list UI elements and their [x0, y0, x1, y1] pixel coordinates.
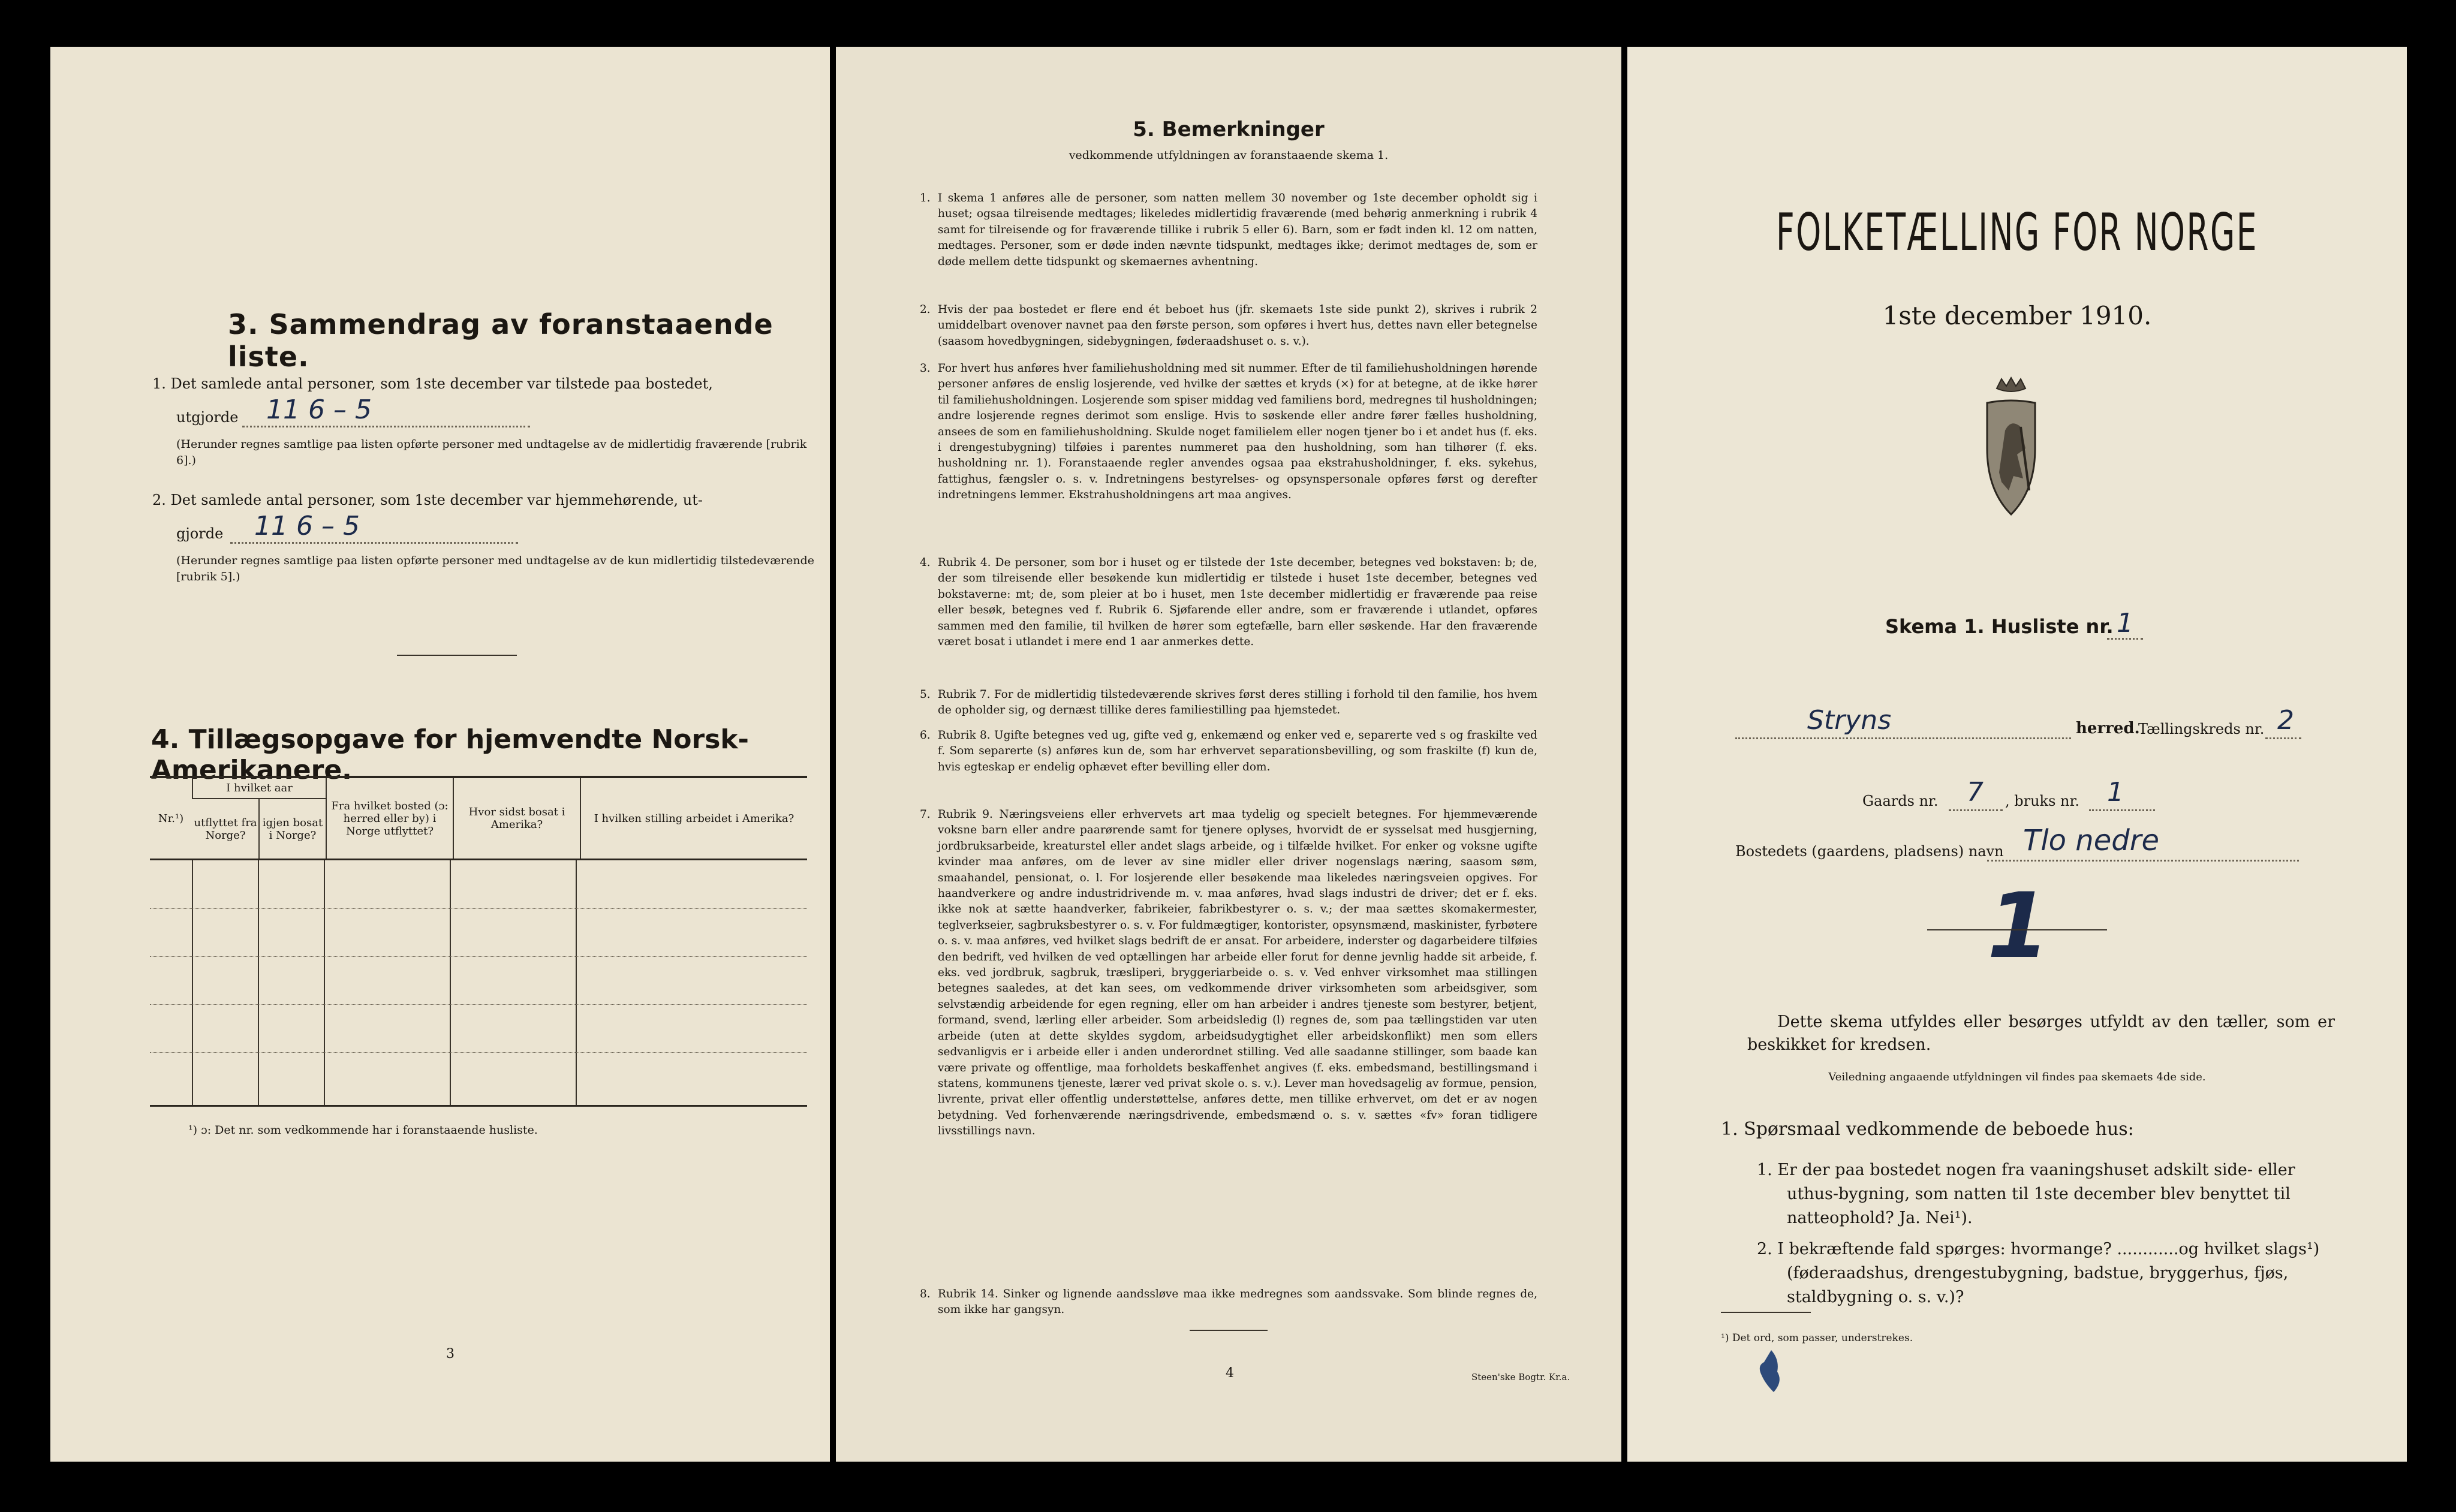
item2-prefix: gjorde	[176, 525, 224, 542]
question-2: 2. I bekræftende fald spørges: hvormange? ............og hvilket slags¹) (føderaadshus, drengestubygning, badstue, bryggerhus, fjøs, staldbygning o. s. v.)?	[1757, 1240, 2320, 1306]
remark-4: 4. Rubrik 4. De personer, som bor i huset og er tilstede der 1ste december, betegnes ved bokstaven: b; de, der som tilreisende eller besøkende kun midlertidig er tilstede i huset 1ste december, betegnes ved bokstaverne: mt; de, som pleier at bo i huset, men 1ste december midlertidig er fraværende paa reise eller besøk, betegnes ved f. Rubrik 6. Sjøfarende eller andre, som er fraværende i utlandet, opføres sammen med den familie, til hvilken de hører som egtefælle, barn eller søskende. Har den fraværende været bosat i utlandet i mere end 1 aar anmerkes dette.	[920, 556, 1537, 649]
item1-prefix: utgjorde	[176, 409, 239, 426]
col-from-place: Fra hvilket bosted (ɔ: herred eller by) i Norge utflyttet?	[326, 778, 453, 859]
remark-8: 8. Rubrik 14. Sinker og lignende aandssløve maa ikke medregnes som aandssvake. Som blinde regnes de, som ikke har gangsyn.	[920, 1288, 1537, 1317]
bruks-label: , bruks nr.	[2005, 793, 2079, 809]
herred-value: Stryns	[1807, 705, 1892, 736]
printer-imprint: Steen'ske Bogtr. Kr.a.	[1471, 1372, 1570, 1383]
item1-note: (Herunder regnes samtlige paa listen opførte personer med undtagelse av de midlertidig fraværende [rubrik 6].)	[176, 438, 807, 467]
remarks-subtitle: vedkommende utfyldningen av foranstaaende skema 1.	[1069, 149, 1389, 162]
bosted-value: Tlo nedre	[2023, 824, 2159, 857]
divider	[397, 655, 517, 656]
section4-title: 4. Tillægsopgave for hjemvendte Norsk-Amerikanere.	[151, 724, 749, 785]
instruction-text: Dette skema utfyldes eller besørges utfyldt av den tæller, som er beskikket for kredsen.	[1747, 1013, 2335, 1054]
item1-handwritten: 11 6 – 5	[266, 394, 372, 425]
veiledning-text: Veiledning angaaende utfyldningen vil findes paa skemaets 4de side.	[1828, 1071, 2206, 1083]
remark-2: 2. Hvis der paa bostedet er flere end ét beboet hus (jfr. skemaets 1ste side punkt 2), skrives i rubrik 2 umiddelbart ovenover navnet paa den første person, som opføres i hvert hus, dettes navn eller betegnelse (saasom hovedbygningen, sidebygningen, føderaadshuset o. s. v.).	[920, 303, 1537, 348]
bruks-value: 1	[2107, 777, 2124, 808]
questions-title: 1. Spørsmaal vedkommende de beboede hus:	[1721, 1119, 2134, 1140]
skema-value: 1	[2117, 608, 2133, 638]
remark-1: 1. I skema 1 anføres alle de personer, som natten mellem 30 november og 1ste december opholdt sig i huset; ogsaa tilreisende medtages; likeledes midlertidig fraværende (med behørig anmerkning i rubrik 4 samt for tilreisende og for fraværende tillike i rubrik 5 eller 6). Barn, som er født inden kl. 12 om natten, medtages. Personer, som er døde inden nævnte tidspunkt, medtages ikke; derimot medtages de, som er døde mellem dette tidspunkt og skemaernes avhentning.	[920, 192, 1537, 268]
left-page	[50, 47, 830, 1462]
ink-blot-icon	[1753, 1348, 1789, 1396]
norway-coat-of-arms-icon	[1963, 377, 2059, 526]
right-footnote: ¹) Det ord, som passer, understrekes.	[1721, 1332, 1913, 1344]
divider	[1190, 1330, 1268, 1331]
middle-page	[836, 47, 1621, 1462]
col-nr: Nr.¹)	[158, 812, 184, 825]
question-1: 1. Er der paa bostedet nogen fra vaaningshuset adskilt side- eller uthus-bygning, som natten til 1ste december blev benyttet til natteophold? Ja. Nei¹).	[1757, 1161, 2295, 1227]
census-date: 1ste december 1910.	[1882, 301, 2152, 330]
item2-text: 2. Det samlede antal personer, som 1ste december var hjemmehørende, ut-	[152, 492, 703, 508]
remarks-title: 5. Bemerkninger	[1133, 118, 1325, 141]
col-returned: igjen bosat i Norge?	[259, 799, 326, 859]
norsk-amerikanere-table	[150, 776, 807, 1107]
table-footnote: ¹) ɔ: Det nr. som vedkommende har i foranstaaende husliste.	[188, 1124, 538, 1137]
col-emigrated: utflyttet fra Norge?	[194, 816, 257, 842]
table-body	[150, 859, 807, 1105]
remark-3: 3. For hvert hus anføres hver familiehusholdning med sit nummer. Efter de til familiehusholdningen hørende personer anføres de enslig losjerende, ved hvilke der sættes et kryds (×) for at betegne, at de ikke hører til familiehusholdningen. Losjerende som spiser middag ved familiens bord, medregnes til husholdningen; andre losjerende regnes derimot som enslige. Hvis to søskende eller andre fører fælles husholdning, ansees de som en familiehusholdning. Skulde noget familielem eller nogen tjener bo i et andet hus (f. eks. i drengestubygning) tilføies i parentes nummeret paa den husholdning, som han tilhører (f. eks. husholdning nr. 1). Foranstaaende regler anvendes ogsaa paa ekstrahusholdninger, f. eks. sykehus, fattighus, fængsler o. s. v. Indretningens bestyrelses- og opsynspersonale opføres først og derefter indretningens lemmer. Ekstrahusholdningens art maa angives.	[920, 362, 1537, 502]
page-number: 3	[446, 1347, 455, 1362]
right-page	[1627, 47, 2407, 1462]
remark-7: 7. Rubrik 9. Næringsveiens eller erhvervets art maa tydelig og specielt betegnes. For hjemmeværende voksne barn eller andre paarørende samt for tjenere oplyses, hvorvidt de er sysselsat med husgjerning, jordbruksarbeide, kreaturstel eller andet slags arbeide, og i tilfælde hvilket. For enker og voksne ugifte kvinder maa anføres, om de lever av sine midler eller driver nogenslags næring, saasom søm, smaahandel, pensionat, o. l. For losjerende eller besøkende maa likeledes næringsveien opgives. For haandverkere og andre industridrivende m. v. maa anføres, hvad slags industri de driver; det er f. eks. ikke nok at sætte haandverker, fabrikeier, fabrikbestyrer o. s. v.; der maa sættes skomakermester, teglverkseier, sagbruksbestyrer o. s. v. For fuldmægtiger, kontorister, opsynsmænd, maskinister, fyrbøtere o. s. v. maa anføres, ved hvilket slags bedrift de er ansat. For arbeidere, inderster og dagarbeidere tilføies den bedrift, ved hvilken de ved optællingen har arbeide eller forut for denne jevnlig hadde sit arbeide, f. eks. ved jordbruk, sagbruk, træsliperi, bryggeriarbeide o. s. v. Ved enhver virksomhet maa stillingen betegnes saaledes, at det kan sees, om vedkommende driver virksomheten som arbeidsgiver, som selvstændig arbeidende for egen regning, eller om han arbeider i andres tjeneste som bestyrer, betjent, formand, svend, lærling eller arbeider. Som arbeidsledig (l) regnes de, som paa tællingstiden var uten arbeide (uten at dette skyldes sygdom, arbeidsudygtighet eller arbeidskonflikt) men som ellers sedvanligvis er i arbeide eller i anden underordnet stilling. Ved alle saadanne stillinger, som baade kan være private og offentlige, maa forholdets beskaffenhet angives (f. eks. embedsmand, bestillingsmand i statens, kommunens tjeneste, lærer ved privat skole o. s. v.). Lever man hovedsagelig av formue, pension, livrente, privat eller offentlig understøttelse, anføres dette, men tillike erhvervet, om det er av nogen betydning. Ved forhenværende næringsdrivende, embedsmænd o. s. v. sættes «fv» foran tidligere livsstillings navn.	[920, 808, 1537, 1138]
remark-6: 6. Rubrik 8. Ugifte betegnes ved ug, gifte ved g, enkemænd og enker ved e, separerte ved s og fraskilte ved f. Som separerte (s) anføres kun de, som har erhvervet separationsbevilling, og som fraskilte (f) kun de, hvis egteskap er endelig ophævet efter bevilling eller dom.	[920, 729, 1537, 773]
col-position: I hvilken stilling arbeidet i Amerika?	[580, 778, 807, 859]
big-number: 1	[1987, 874, 2050, 978]
remark-5: 5. Rubrik 7. For de midlertidig tilstedeværende skrives først deres stilling i forhold til den familie, hos hvem de opholder sig, og dernæst tillike deres familiestilling paa hjemstedet.	[920, 688, 1537, 717]
herred-field	[1735, 712, 2071, 739]
skema-label: Skema 1. Husliste nr.	[1885, 615, 2114, 638]
herred-label: herred.	[2076, 719, 2140, 737]
kreds-value: 2	[2277, 705, 2294, 736]
item2-note: (Herunder regnes samtlige paa listen opførte personer med undtagelse av de kun midlertidig tilstedeværende [rubrik 5].)	[176, 554, 815, 583]
gaards-label: Gaards nr.	[1862, 793, 1939, 809]
gaards-value: 7	[1967, 777, 1984, 808]
kreds-label: Tællingskreds nr.	[2138, 721, 2265, 737]
census-title: FOLKETÆLLING FOR NORGE	[1776, 203, 2258, 263]
page-number: 4	[1226, 1366, 1234, 1381]
item2-handwritten: 11 6 – 5	[254, 511, 360, 541]
bosted-label: Bostedets (gaardens, pladsens) navn	[1735, 843, 2004, 860]
col-last-residence: Hvor sidst bosat i Amerika?	[453, 778, 580, 859]
item1-text: 1. Det samlede antal personer, som 1ste december var tilstede paa bostedet,	[152, 375, 713, 392]
section3-title: 3. Sammendrag av foranstaaende liste.	[228, 308, 773, 373]
col-group-year: I hvilket aar	[192, 778, 326, 799]
